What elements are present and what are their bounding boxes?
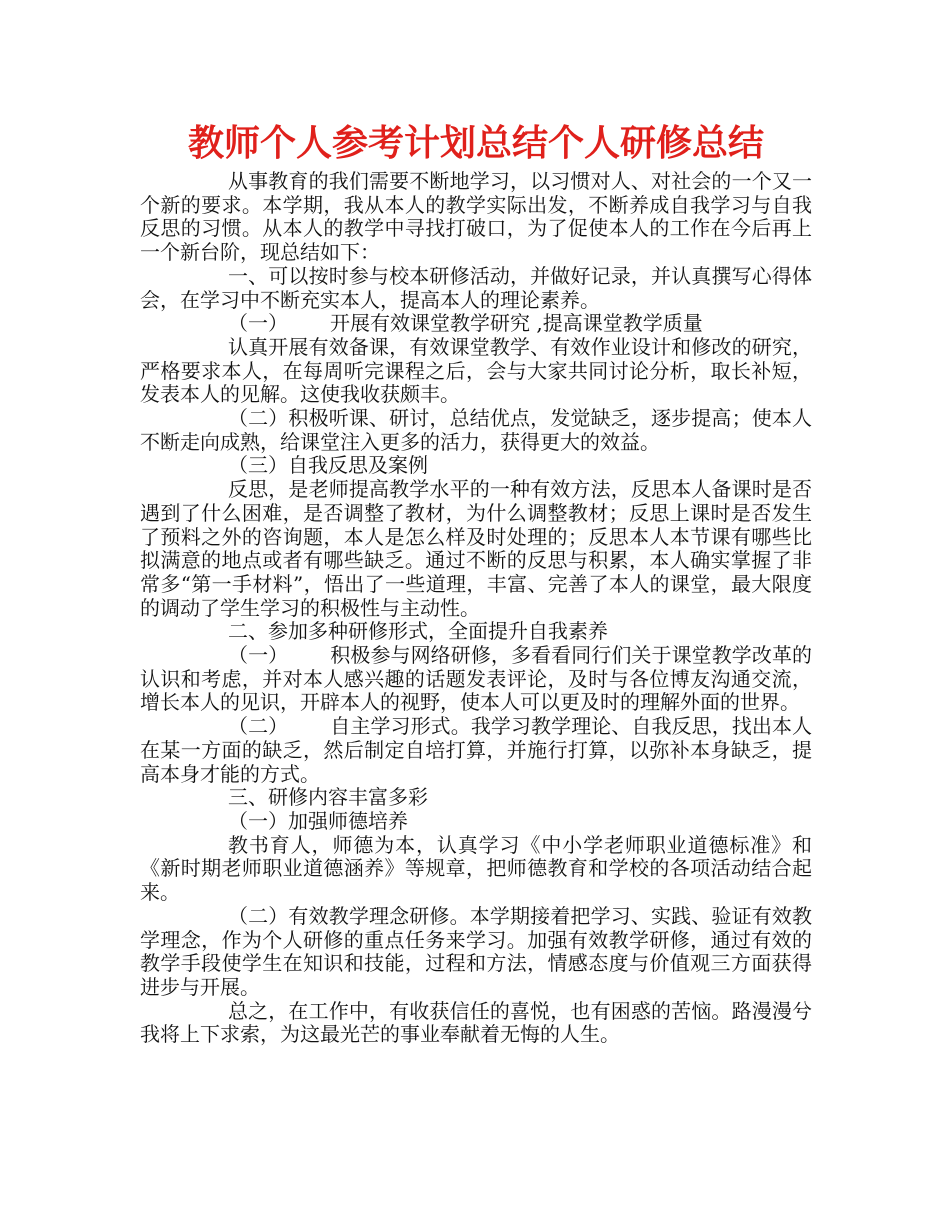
subsection-2-1-label: （一） xyxy=(228,643,289,668)
subsection-3-1-heading: （一）加强师德培养 xyxy=(228,808,408,833)
subsection-3-1-paragraph: 教书育人，师德为本，认真学习《中小学老师职业道德标准》和《新时期老师职业道德涵养》等规章，把师德教育和学校的各项活动结合起来。 xyxy=(140,832,812,905)
subsection-1-2-paragraph: （二）积极听课、研讨，总结优点，发觉缺乏，逐步提高；使本人不断走向成熟，给课堂注入更多的活力，获得更大的效益。 xyxy=(140,406,812,454)
document-title: 教师个人参考计划总结个人研修总结 xyxy=(187,123,764,164)
subsection-1-1-text: 开展有效课堂教学研究 ,提高课堂教学质量 xyxy=(330,311,703,336)
conclusion-paragraph: 总之，在工作中，有收获信任的喜悦，也有困惑的苦恼。路漫漫兮我将上下求索，为这最光芒的事业奉献着无悔的人生。 xyxy=(140,998,812,1047)
subsection-3-2-paragraph: （二）有效教学理念研修。本学期接着把学习、实践、验证有效教学理念，作为个人研修的重点任务来学习。加强有效教学研修，通过有效的教学手段使学生在知识和技能，过程和方法，情感态度与价值观三方面获得进步与开展。 xyxy=(140,903,812,999)
subsection-1-3-heading: （三）自我反思及案例 xyxy=(228,453,428,478)
subsection-2-2-label: （二） xyxy=(228,714,289,739)
subsection-1-1-label: （一） xyxy=(228,311,288,336)
section-1-paragraph: 一、可以按时参与校本研修活动，并做好记录，并认真撰写心得体会，在学习中不断充实本人，提高本人的理论素养。 xyxy=(140,263,812,312)
subsection-1-1-paragraph: 认真开展有效备课，有效课堂教学、有效作业设计和修改的研究，严格要求本人，在每周听完课程之后，会与大家共同讨论分析，取长补短，发表本人的见解。这使我收获颇丰。 xyxy=(140,334,812,407)
subsection-1-3-paragraph: 反思，是老师提高教学水平的一种有效方法，反思本人备课时是否遇到了什么困难，是否调整了教材，为什么调整教材；反思上课时是否发生了预料之外的咨询题，本人是怎么样及时处理的；反思本人本节课有哪些比拟满意的地点或者有哪些缺乏。通过不断的反思与积累，本人确实掌握了非常多“第一手材料”，悟出了一些道理，丰富、完善了本人的课堂，最大限度的调动了学生学习的积极性与主动性。 xyxy=(140,477,812,620)
subsection-2-2-paragraph xyxy=(140,715,812,786)
subsection-2-1-text: 积极参与网络研修，多看看同行们关于课堂教学改革的认识和考虑，并对本人感兴趣的话题发表评论，及时与各位博友沟通交流，增长本人的见识，开辟本人的视野，使本人可以更及时的理解外面的世界。 xyxy=(140,643,813,715)
document-page xyxy=(140,118,812,1047)
section-2-heading: 二、参加多种研修形式，全面提升自我素养 xyxy=(228,619,608,644)
subsection-2-2-text: 自主学习形式。我学习教学理论、自我反思，找出本人在某一方面的缺乏，然后制定自培打算，并施行打算，以弥补本身缺乏，提高本身才能的方式。 xyxy=(140,714,813,786)
intro-paragraph: 从事教育的我们需要不断地学习，以习惯对人、对社会的一个又一个新的要求。本学期，我从本人的教学实际出发，不断养成自我学习与自我反思的习惯。从本人的教学中寻找打破口，为了促使本人的工作在今后再上一个新台阶，现总结如下： xyxy=(140,169,812,265)
subsection-2-1-paragraph xyxy=(140,644,812,715)
section-3-heading: 三、研修内容丰富多彩 xyxy=(228,785,428,810)
subsection-1-1-heading xyxy=(140,312,812,336)
